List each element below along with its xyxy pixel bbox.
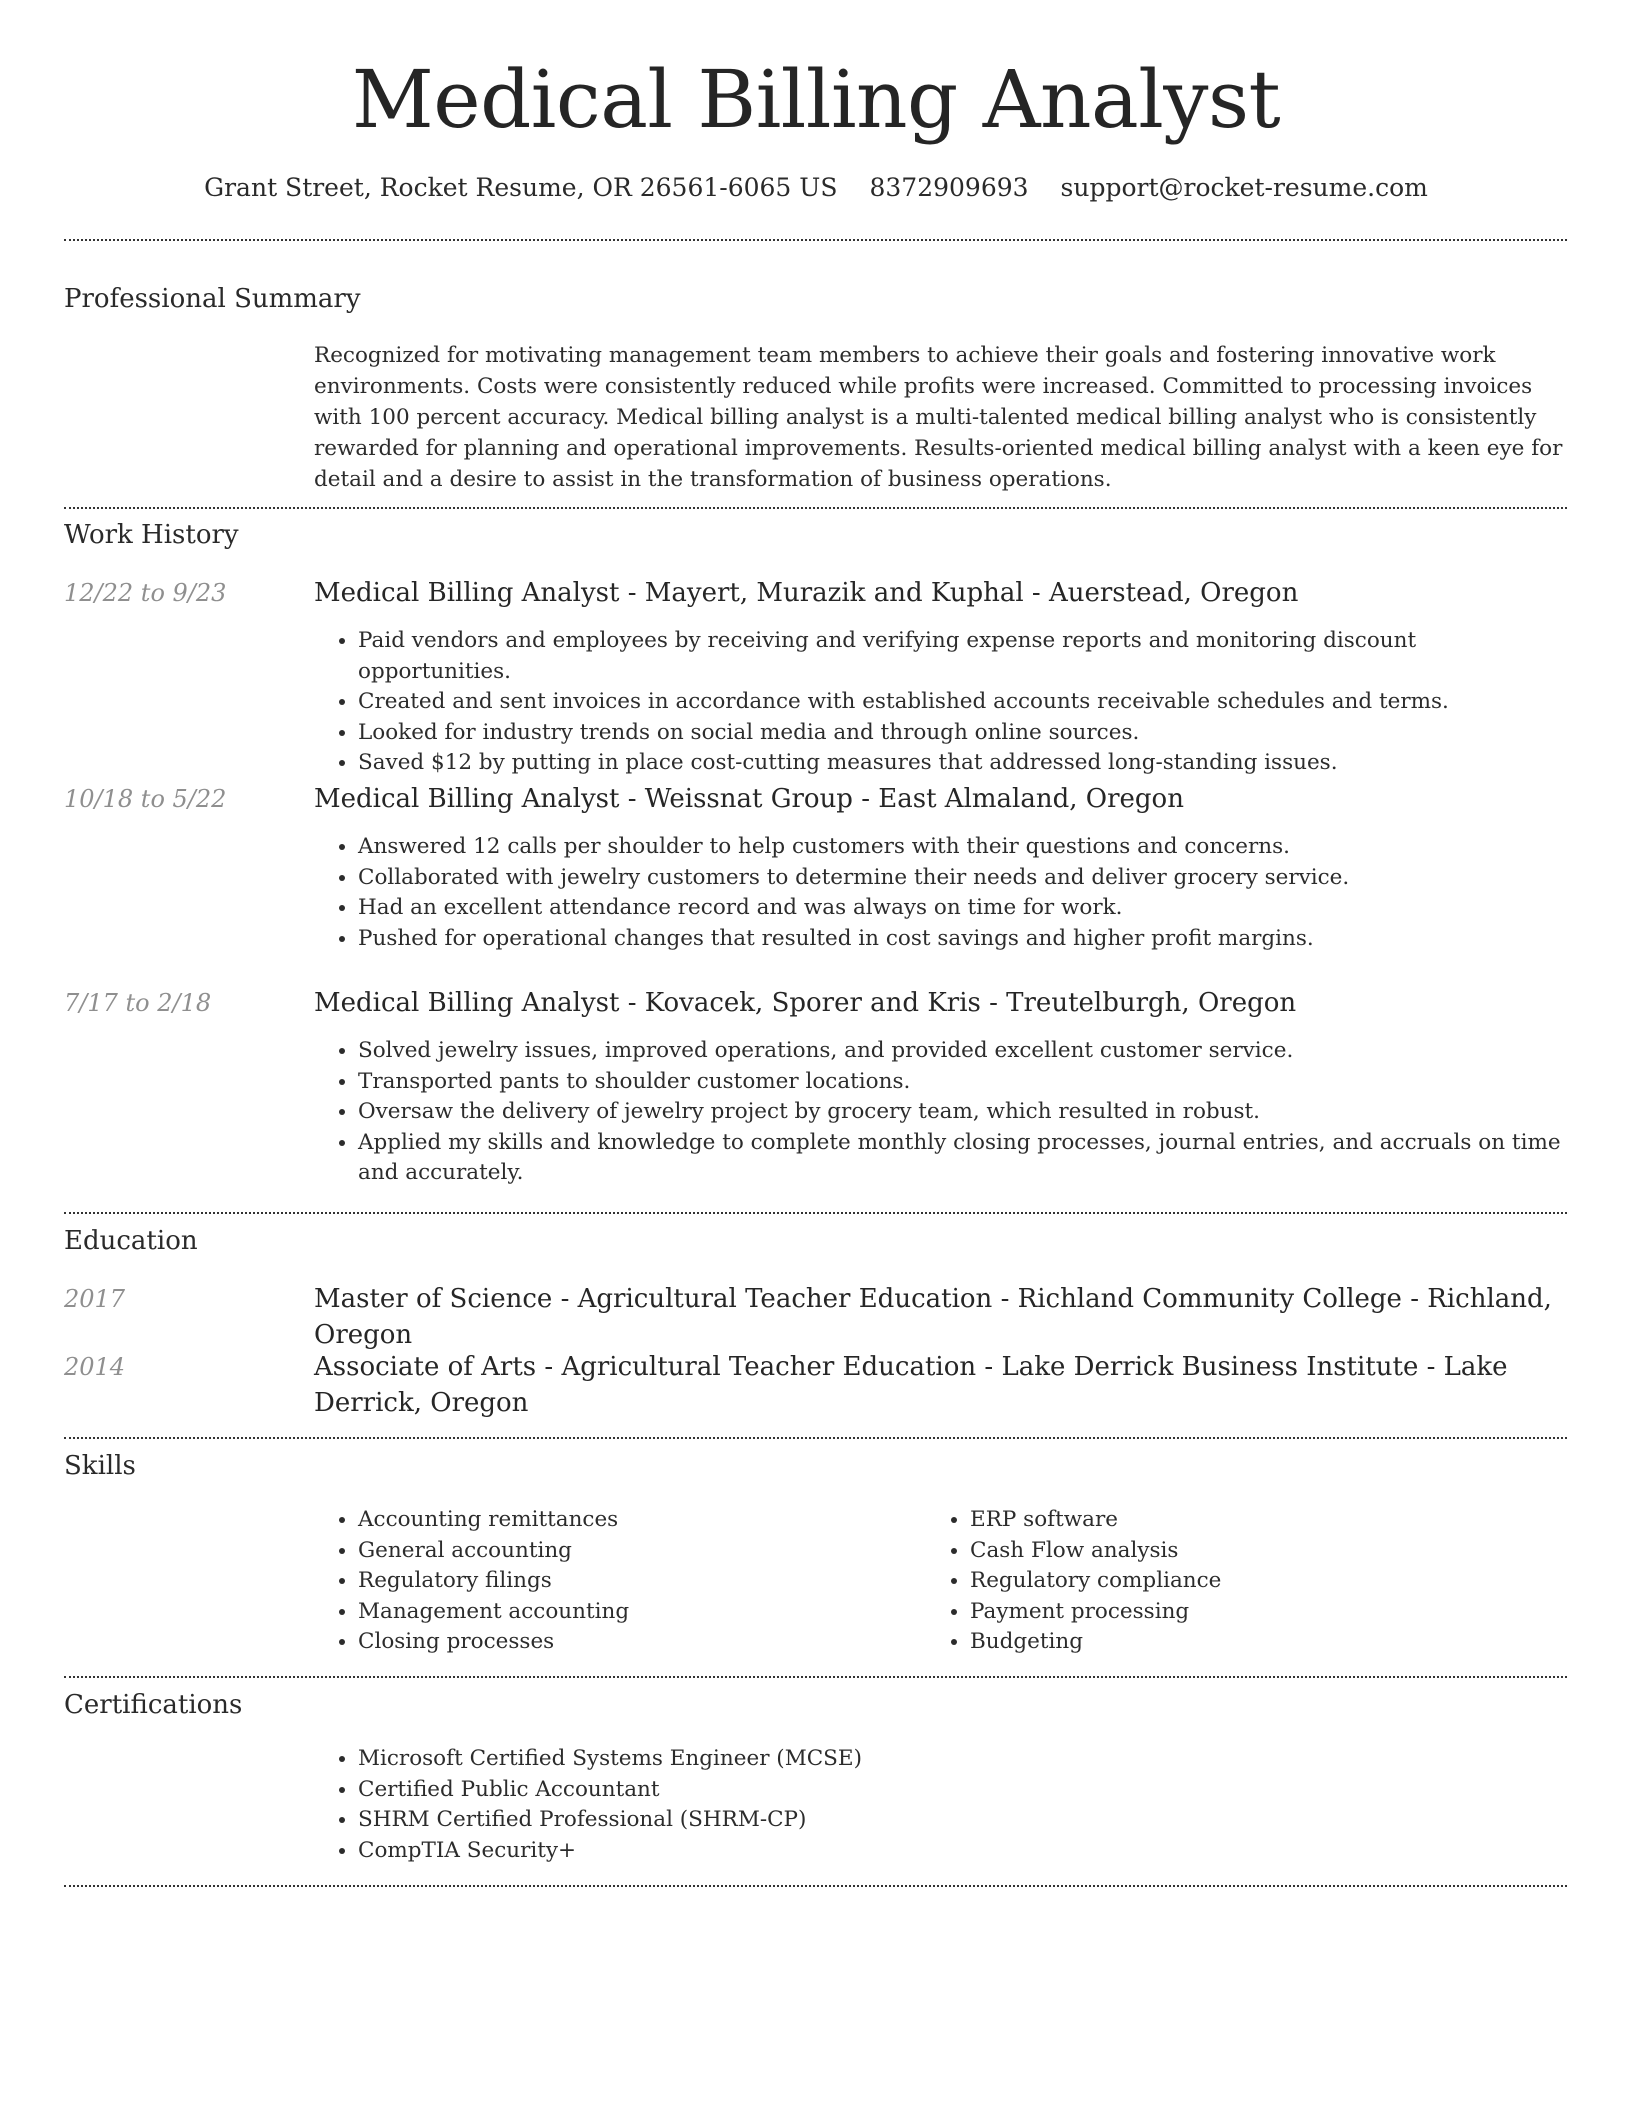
job-bullets — [358, 626, 1568, 779]
list-item: • Collaborated with jewelry customers to determine their needs and deliver grocery service. — [358, 863, 1568, 894]
education-entry: Master of Science - Agricultural Teacher Education - Richland Community College - Richland, Oregon — [314, 1284, 1552, 1350]
summary-text: Recognized for motivating management team members to achieve their goals and fostering innovative work environments. Costs were consistently reduced while profits were increased. Committed to processing invoices with 100 percent accuracy. Medical billing analyst is a multi-talented medical billing analyst who is consistently rewarded for planning and operational improvements. Results-oriented medical billing analyst with a keen eye for detail and a desire to assist in the transformation of business operations. — [314, 343, 1563, 492]
list-item: • Paid vendors and employees by receiving and verifying expense reports and monitoring discount opportunities. — [358, 626, 1568, 687]
section-title-work-history: Work History — [64, 520, 239, 550]
contact-address: Grant Street, Rocket Resume, OR 26561-6065 US — [204, 173, 838, 202]
list-item: • Regulatory compliance — [970, 1566, 1550, 1597]
list-item: • Accounting remittances — [358, 1505, 938, 1536]
list-item: • Certified Public Accountant — [358, 1775, 1568, 1806]
list-item: • Answered 12 calls per shoulder to help customers with their questions and concerns. — [358, 832, 1568, 863]
list-item: • Looked for industry trends on social media and through online sources. — [358, 718, 1568, 749]
list-item: • General accounting — [358, 1536, 938, 1567]
list-item: • Oversaw the delivery of jewelry project by grocery team, which resulted in robust. — [358, 1097, 1568, 1128]
divider — [64, 1437, 1567, 1439]
divider — [64, 507, 1567, 509]
list-item: • Had an excellent attendance record and was always on time for work. — [358, 893, 1568, 924]
education-year: 2017 — [64, 1285, 126, 1313]
list-item: • Regulatory filings — [358, 1566, 938, 1597]
divider — [64, 1885, 1567, 1887]
list-item: • Budgeting — [970, 1627, 1550, 1658]
section-title-education: Education — [64, 1226, 198, 1256]
list-item: • SHRM Certified Professional (SHRM-CP) — [358, 1805, 1568, 1836]
job-heading: Medical Billing Analyst - Weissnat Group - East Almaland, Oregon — [314, 784, 1184, 814]
contact-email: support@rocket-resume.com — [1060, 173, 1428, 202]
divider — [64, 1676, 1567, 1678]
skills-list-right — [970, 1505, 1550, 1658]
list-item: • CompTIA Security+ — [358, 1836, 1568, 1867]
education-entry: Associate of Arts - Agricultural Teacher Education - Lake Derrick Business Institute - Lake Derrick, Oregon — [314, 1352, 1508, 1418]
job-bullets — [358, 1036, 1568, 1189]
list-item: • Cash Flow analysis — [970, 1536, 1550, 1567]
divider — [64, 239, 1567, 241]
list-item: • Created and sent invoices in accordance with established accounts receivable schedules and terms. — [358, 687, 1568, 718]
list-item: • Payment processing — [970, 1597, 1550, 1628]
job-bullets — [358, 832, 1568, 954]
job-dates: 12/22 to 9/23 — [64, 579, 227, 607]
section-title-skills: Skills — [64, 1451, 136, 1481]
contact-phone: 8372909693 — [869, 173, 1029, 202]
certifications-list — [358, 1744, 1568, 1866]
section-title-summary: Professional Summary — [64, 284, 361, 314]
job-heading: Medical Billing Analyst - Mayert, Murazik and Kuphal - Auerstead, Oregon — [314, 578, 1299, 608]
contact-line — [0, 172, 1632, 204]
list-item: • Closing processes — [358, 1627, 938, 1658]
list-item: • Pushed for operational changes that resulted in cost savings and higher profit margins. — [358, 924, 1568, 955]
list-item: • Saved $12 by putting in place cost-cutting measures that addressed long-standing issues. — [358, 748, 1568, 779]
list-item: • Applied my skills and knowledge to complete monthly closing processes, journal entries, and accruals on time and accurately. — [358, 1128, 1568, 1189]
job-dates: 7/17 to 2/18 — [64, 989, 212, 1017]
list-item: • Transported pants to shoulder customer locations. — [358, 1067, 1568, 1098]
skills-list-left — [358, 1505, 938, 1658]
list-item: • Solved jewelry issues, improved operations, and provided excellent customer service. — [358, 1036, 1568, 1067]
job-heading: Medical Billing Analyst - Kovacek, Sporer and Kris - Treutelburgh, Oregon — [314, 988, 1297, 1018]
list-item: • Microsoft Certified Systems Engineer (MCSE) — [358, 1744, 1568, 1775]
divider — [64, 1212, 1567, 1214]
resume-name: Medical Billing Analyst — [351, 53, 1281, 146]
education-year: 2014 — [64, 1353, 126, 1381]
job-dates: 10/18 to 5/22 — [64, 785, 227, 813]
list-item: • Management accounting — [358, 1597, 938, 1628]
section-title-certifications: Certifications — [64, 1690, 243, 1720]
list-item: • ERP software — [970, 1505, 1550, 1536]
